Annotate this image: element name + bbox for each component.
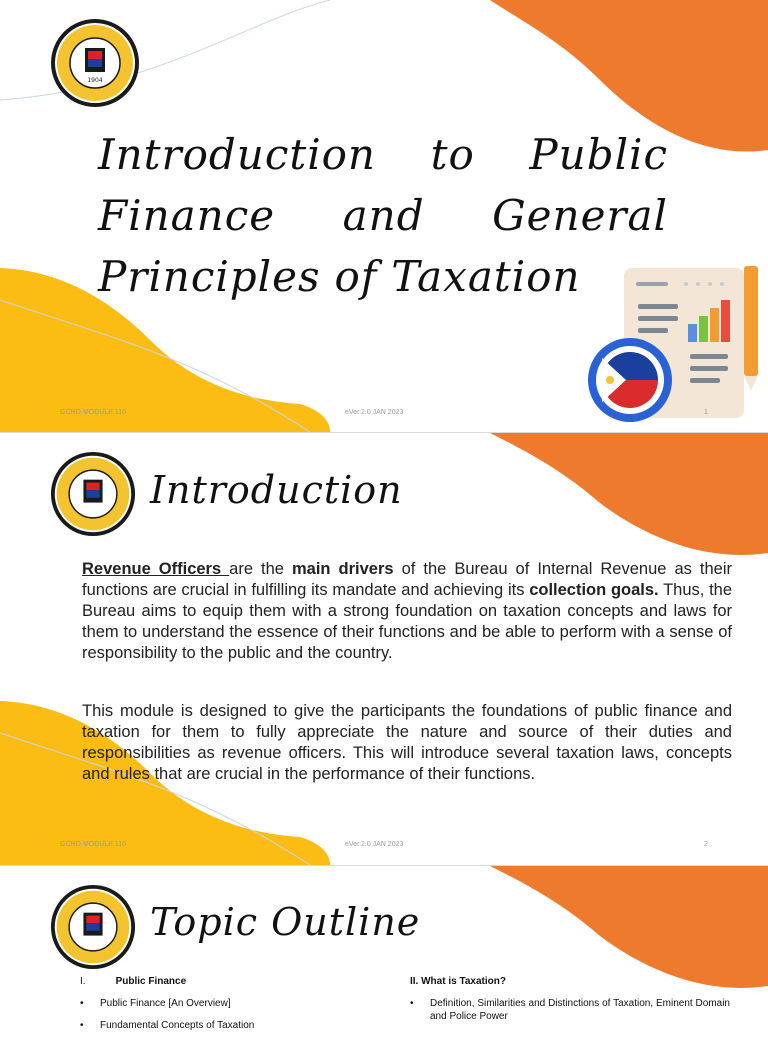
- outline-heading-2: [410, 976, 730, 987]
- footer-module: GCRO MODULE 110: [60, 409, 126, 416]
- intro-paragraph-1: [82, 559, 732, 664]
- text-run: Thus, the Bureau aims to equip them with a strong foundation on taxation concepts and laws for them to understand the essence of their functions and be able to perform with a sense of responsibility to the public and the country.: [82, 581, 733, 662]
- slide-3-title: Topic Outline: [150, 900, 421, 944]
- slide-3: [0, 866, 768, 1031]
- footer-version: eVer.2.0 JAN 2023: [345, 409, 404, 416]
- list-item: [80, 1019, 380, 1032]
- slide-2-title: Introduction: [150, 468, 403, 512]
- bullet: •: [80, 998, 84, 1009]
- title-word: Introduction: [98, 130, 376, 179]
- title-word: of: [334, 252, 378, 301]
- bir-seal-logo: [50, 18, 140, 108]
- footer-module: GCRO MODULE 110: [60, 841, 126, 848]
- footer-page-number: 1: [704, 409, 708, 416]
- title-word: Taxation: [391, 252, 581, 301]
- collection-goals-term: collection goals.: [529, 581, 659, 599]
- outline-number: I.: [80, 976, 86, 987]
- slide-2: [0, 433, 768, 865]
- revenue-officers-term: Revenue Officers: [82, 560, 230, 578]
- report-chart-with-philippine-flag-icon: [580, 262, 768, 432]
- outline-heading-1: [80, 976, 380, 987]
- footer-page-number: 2: [704, 841, 708, 848]
- list-item-text: Public Finance [An Overview]: [100, 998, 231, 1009]
- title-word: to: [430, 130, 475, 179]
- footer-version: eVer.2.0 JAN 2023: [345, 841, 404, 848]
- bullet: •: [80, 1020, 84, 1031]
- title-word: General: [492, 191, 668, 240]
- outline-heading-text: II. What is Taxation?: [410, 976, 506, 987]
- title-word: and: [342, 191, 425, 240]
- bullet: •: [410, 998, 414, 1009]
- title-word: Finance: [98, 191, 276, 240]
- main-drivers-term: main drivers: [292, 560, 394, 578]
- title-word: Principles: [98, 252, 321, 301]
- bir-seal-logo: [50, 884, 136, 970]
- text-run: of the Bureau of Internal Revenue as their functions are crucial in fulfilling its mandate and achieving its: [82, 560, 732, 599]
- list-item-text: Fundamental Concepts of Taxation: [100, 1020, 255, 1031]
- slide-1: [0, 0, 768, 432]
- orange-blob-top-right: [490, 866, 768, 988]
- outline-heading-text: Public Finance: [115, 976, 187, 987]
- intro-paragraph-2: This module is designed to give the participants the foundations of public finance and taxation for them to fully appreciate the nature and source of their duties and responsibilities as revenue officers. This will introduce several taxation laws, concepts and rules that are crucial in the performance of their functions.: [82, 702, 732, 783]
- text-run: are the: [229, 560, 292, 578]
- orange-blob-top-right: [490, 433, 768, 555]
- svg-text:1904: 1904: [87, 77, 103, 84]
- list-item: [410, 997, 730, 1023]
- list-item: [80, 997, 380, 1010]
- bir-seal-logo: [50, 451, 136, 537]
- list-item-text: Definition, Similarities and Distinctions of Taxation, Eminent Domain and Police Power: [430, 998, 730, 1022]
- outline-right-column: [410, 976, 730, 1032]
- title-word: Public: [529, 130, 668, 179]
- outline-left-column: [80, 976, 380, 1041]
